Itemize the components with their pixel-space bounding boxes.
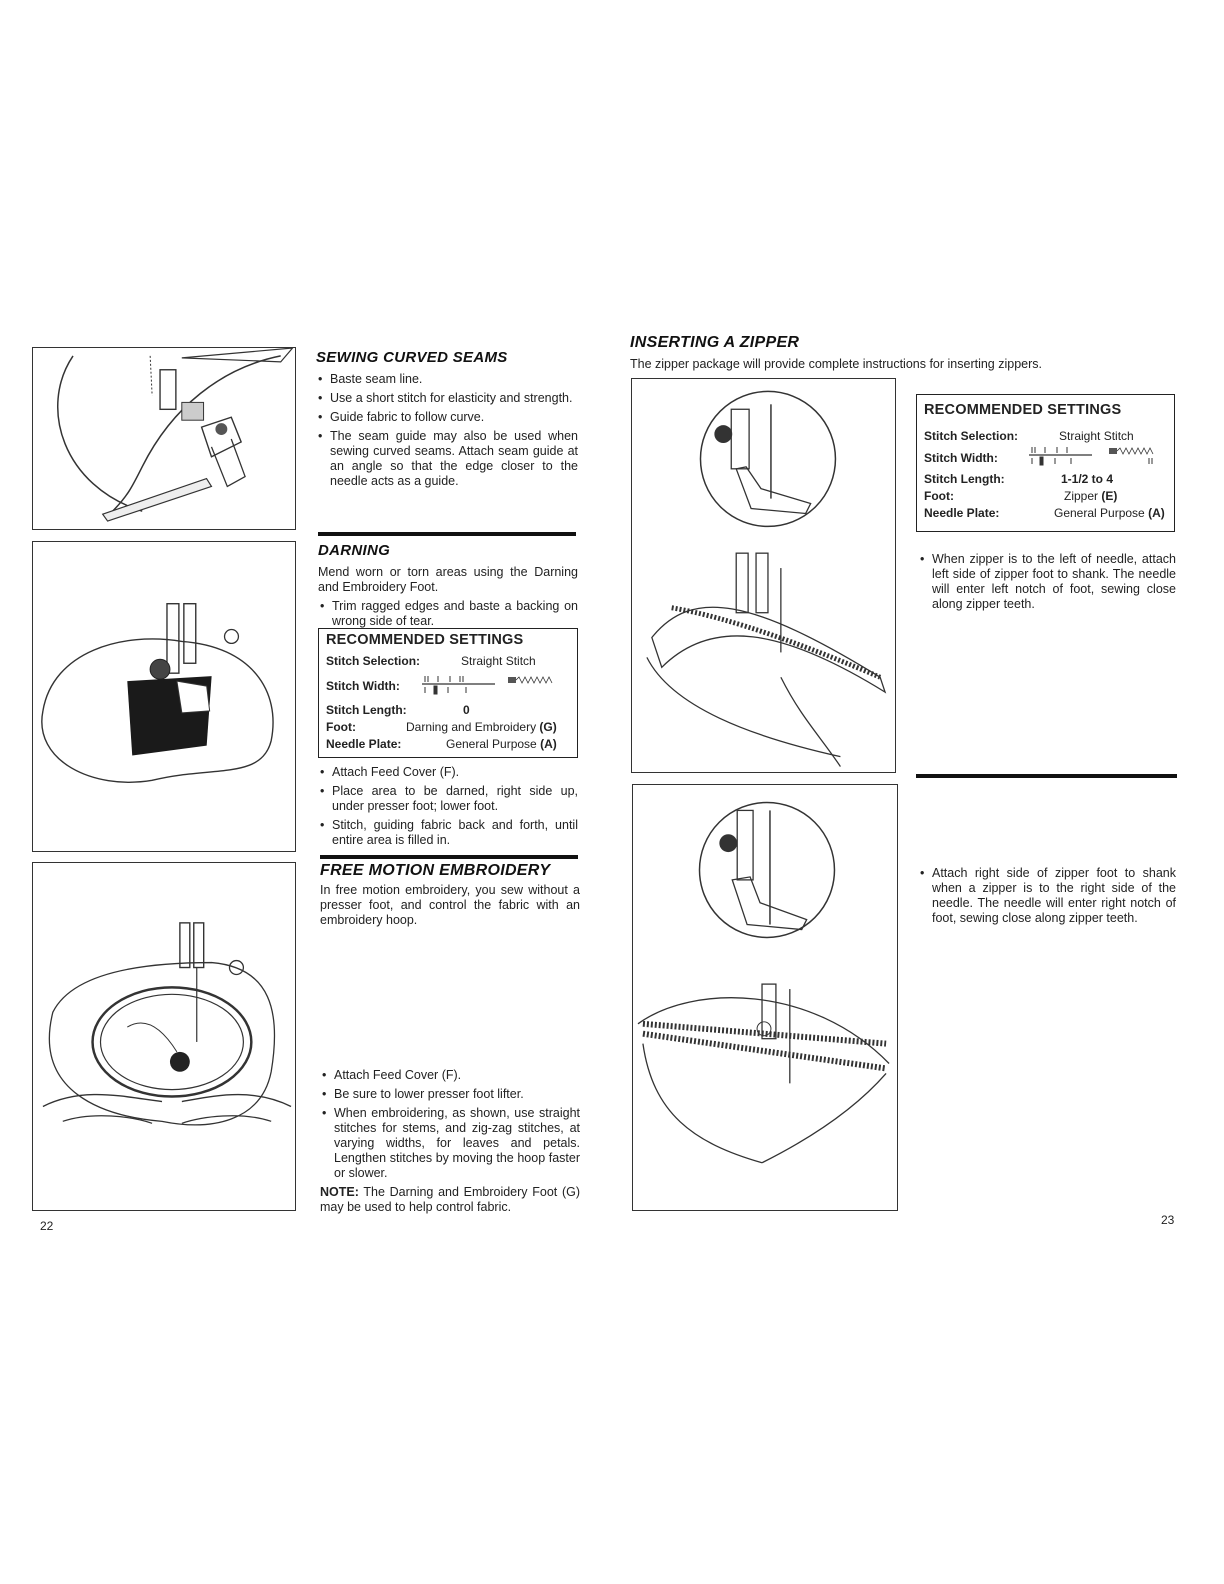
- section-divider: [916, 774, 1177, 778]
- stitch-selection-value: Straight Stitch: [1059, 429, 1134, 443]
- list-item: • When zipper is to the left of needle, attach left side of zipper foot to shank. The needle will enter left notch of foot, sewing close along zipper teeth.: [918, 552, 1176, 612]
- darning-settings-box: [318, 628, 578, 758]
- free-motion-steps: [320, 1068, 580, 1215]
- list-item: • Attach Feed Cover (F).: [320, 1068, 580, 1083]
- stitch-selection-label: Stitch Selection:: [924, 429, 1019, 443]
- foot-label: Foot:: [326, 720, 356, 734]
- settings-title: RECOMMENDED SETTINGS: [924, 402, 1122, 418]
- foot-label: Foot:: [924, 489, 954, 503]
- note-text: The Darning and Embroidery Foot (G) may be used to help control fabric.: [320, 1185, 580, 1214]
- zipper-left-instructions: [918, 552, 1176, 616]
- note-label: NOTE:: [320, 1185, 359, 1199]
- needle-plate-label: Needle Plate:: [924, 506, 1000, 520]
- page-number-left: 22: [40, 1219, 54, 1233]
- darning-illustration: [32, 541, 296, 852]
- foot-code: (G): [539, 720, 557, 734]
- section-divider: [318, 532, 576, 536]
- sewing-curved-seams-section: [316, 349, 578, 493]
- stitch-selection-label: Stitch Selection:: [326, 654, 421, 668]
- needle-plate-value: General Purpose: [1054, 506, 1145, 520]
- foot-value: Darning and Embroidery: [406, 720, 537, 734]
- zipper-settings-box: [916, 394, 1175, 532]
- stitch-length-label: Stitch Length:: [924, 472, 1005, 486]
- free-motion-embroidery-illustration: [32, 862, 296, 1211]
- stitch-length-value: 1-1/2 to 4: [1061, 472, 1114, 486]
- darning-section: [318, 542, 578, 633]
- zipper-left-illustration: [631, 378, 896, 773]
- zipper-right-illustration: [632, 784, 898, 1211]
- list-item: • Guide fabric to follow curve.: [316, 410, 578, 425]
- free-motion-section: [320, 862, 580, 928]
- foot-value: Zipper: [1064, 489, 1099, 503]
- settings-title: RECOMMENDED SETTINGS: [326, 632, 524, 648]
- free-motion-heading: FREE MOTION EMBROIDERY: [320, 862, 551, 879]
- list-item: • Trim ragged edges and baste a backing on wrong side of tear.: [318, 599, 578, 629]
- inserting-zipper-heading: INSERTING A ZIPPER: [630, 334, 800, 351]
- curved-seams-heading: SEWING CURVED SEAMS: [316, 349, 508, 366]
- curved-seams-list: [316, 372, 578, 489]
- darning-intro: Mend worn or torn areas using the Darning and Embroidery Foot.: [318, 565, 578, 594]
- list-item: • Use a short stitch for elasticity and strength.: [316, 391, 578, 406]
- darning-heading: DARNING: [318, 542, 391, 559]
- list-item: • Baste seam line.: [316, 372, 578, 387]
- needle-plate-code: (A): [540, 737, 557, 751]
- darning-steps: [318, 765, 578, 852]
- stitch-selection-value: Straight Stitch: [461, 654, 536, 668]
- stitch-length-value: 0: [463, 703, 470, 717]
- list-item: • Attach right side of zipper foot to shank when a zipper is to the right side of the needle. The needle will enter right notch of foot, sewing close along zipper teeth.: [918, 866, 1176, 926]
- list-item: • Be sure to lower presser foot lifter.: [320, 1087, 580, 1102]
- note: [320, 1185, 580, 1215]
- list-item: • The seam guide may also be used when sewing curved seams. Attach seam guide at an angle so that the edge closer to the needle acts as a guide.: [316, 429, 578, 489]
- stitch-width-label: Stitch Width:: [326, 678, 400, 693]
- list-item: • Attach Feed Cover (F).: [318, 765, 578, 780]
- foot-code: (E): [1101, 489, 1118, 503]
- stitch-width-label: Stitch Width:: [924, 450, 998, 465]
- list-item: • Place area to be darned, right side up, under presser foot; lower foot.: [318, 784, 578, 814]
- inserting-zipper-header: [630, 334, 1190, 372]
- free-motion-intro: In free motion embroidery, you sew without a presser foot, and control the fabric with an embroidery hoop.: [320, 883, 580, 927]
- zipper-intro: The zipper package will provide complete instructions for inserting zippers.: [630, 357, 1042, 371]
- curved-seam-illustration: [32, 347, 296, 530]
- needle-plate-value: General Purpose: [446, 737, 537, 751]
- stitch-length-label: Stitch Length:: [326, 703, 407, 717]
- stitch-width-dial-icon: [1027, 444, 1167, 473]
- section-divider: [320, 855, 578, 859]
- needle-plate-label: Needle Plate:: [326, 737, 402, 751]
- stitch-width-dial-icon: [420, 672, 570, 701]
- page-number-right: 23: [1161, 1213, 1175, 1227]
- list-item: • Stitch, guiding fabric back and forth, until entire area is filled in.: [318, 818, 578, 848]
- needle-plate-code: (A): [1148, 506, 1165, 520]
- zipper-right-instructions: [918, 866, 1176, 930]
- list-item: • When embroidering, as shown, use straight stitches for stems, and zig-zag stitches, at varying widths, for leaves and petals. Lengthen stitches by moving the hoop faster or slower.: [320, 1106, 580, 1181]
